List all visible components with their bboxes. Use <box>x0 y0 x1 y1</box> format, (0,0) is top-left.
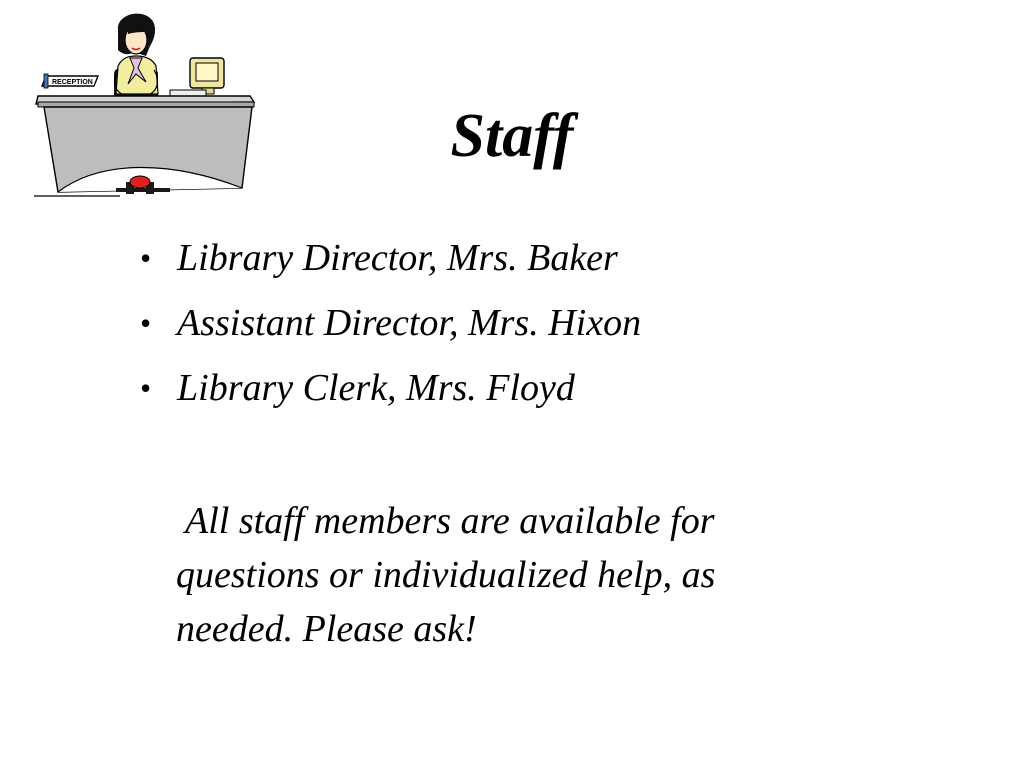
bullet-icon: • <box>140 305 152 341</box>
staff-list <box>140 228 641 423</box>
slide-title: Staff <box>450 102 574 170</box>
staff-list-item <box>140 358 641 423</box>
svg-text:RECEPTION: RECEPTION <box>52 79 93 86</box>
note-line: All staff members are available for <box>185 500 715 542</box>
bullet-icon: • <box>140 240 152 276</box>
staff-member-assistant-director: Assistant Director, Mrs. Hixon <box>177 302 642 344</box>
staff-list-item <box>140 228 641 293</box>
note-line: needed. Please ask! <box>176 608 477 650</box>
availability-note <box>176 494 856 656</box>
staff-list-item <box>140 293 641 358</box>
staff-member-clerk: Library Clerk, Mrs. Floyd <box>177 367 575 409</box>
note-line: questions or individualized help, as <box>176 554 716 596</box>
staff-member-director: Library Director, Mrs. Baker <box>177 237 618 279</box>
bullet-icon: • <box>140 370 152 406</box>
